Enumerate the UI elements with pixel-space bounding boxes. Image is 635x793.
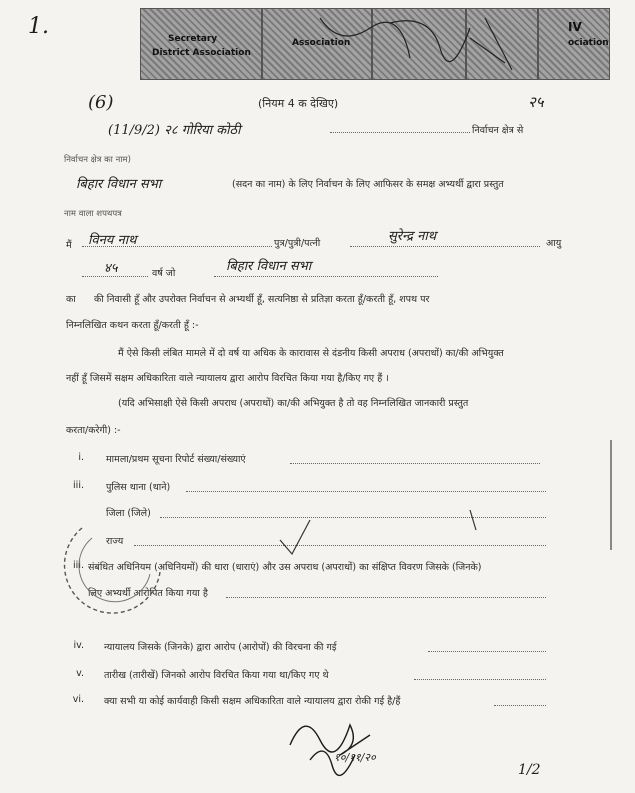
address-blank [214,276,438,277]
date-handwritten: (11/9/2) २८ गोरिया कोठी [108,123,241,138]
item-2-num: iii. [73,480,84,491]
age-suffix: वर्ष जो [152,268,176,279]
signature-date: १०/११/२० [334,751,376,764]
para1-line1: मैं ऐसे किसी लंबित मामले में दो वर्ष या अधिक के कारावास से दंडनीय किसी अपराध (अपराधों) का/की अभियुक्त [118,348,504,359]
item-state-text: राज्य [106,536,124,547]
stamp-district-text: District Association [152,48,251,58]
address-handwritten: बिहार विधान सभा [226,259,312,274]
resident-line: की निवासी हूँ और उपरोक्त निर्वाचन से अभ्यर्थी हूँ, सत्यनिष्ठा से प्रतिज्ञा करता हूँ/करती हूँ, शपथ पर [94,294,430,305]
item-4-num: iv. [73,640,84,651]
item-3-blank [226,597,546,598]
court-fee-stamps [140,8,608,80]
official-seal [52,508,172,618]
house-name-handwritten: बिहार विधान सभा [76,177,162,192]
stamp-cancellation-scribbles [140,8,608,80]
candidate-name-handwritten: विनय नाथ [88,233,137,248]
margin-line [610,440,612,550]
item-3-line1: संबंधित अधिनियम (अधिनियमों) की धारा (धाराएं) और उस अपराध (अपराधों) का संक्षिप्त विवरण जिसके (जिनके) [88,562,482,573]
item-2-text: पुलिस थाना (थाने) [106,482,171,493]
item-6-num: vi. [72,694,84,705]
para2-line2: करता/करेगी) :- [66,425,121,436]
father-name-handwritten: सुरेन्द्र नाथ [388,229,437,244]
stamp-iv-text: IV [568,20,582,34]
resident-prefix: का [66,294,76,305]
father-name-blank [350,246,540,247]
constituency-label: निर्वाचन क्षेत्र से [472,125,524,136]
constituency-name-label: निर्वाचन क्षेत्र का नाम) [64,155,131,165]
item-1-blank [290,463,540,464]
item-5-text: तारीख (तारीखें) जिनको आरोप विरचित किया गया था/किए गए थे [104,670,329,681]
affidavit-name-label: नाम वाला शपथपत्र [64,209,122,219]
para1-line2: नहीं हूँ जिसमें सक्षम अधिकारिता वाले न्यायालय द्वारा आरोप विरचित किया गया है/किए गए हैं । [66,373,389,384]
item-1-num: i. [78,452,84,463]
age-blank [82,276,148,277]
serial-handwritten: (6) [88,92,114,113]
item-5-num: v. [76,668,84,679]
stamp-secretary-text: Secretary [168,34,218,44]
corner-mark: 1. [28,14,49,39]
rule-reference: (नियम 4 क देखिए) [258,97,339,110]
constituency-blank [330,132,470,133]
item-6-text: क्या सभी या कोई कार्यवाही किसी सक्षम अधिकारिता वाले न्यायालय द्वारा रोकी गई है/हैं [104,696,401,707]
statement-line: निम्नलिखित कथन करता हूँ/करती हूँ :- [66,320,199,331]
candidate-name-blank [82,246,272,247]
page-handwritten: २५ [528,93,544,111]
para2-line1: (यदि अभिसाक्षी ऐसे किसी अपराध (अपराधों) का/की अभियुक्त है तो वह निम्नलिखित जानकारी प्रस्तुत [118,398,469,409]
candidate-prefix: मैं [66,240,72,251]
item-4-text: न्यायालय जिसके (जिनके) द्वारा आरोप (आरोपों) की विरचना की गई [104,642,337,653]
item-5-blank [414,679,546,680]
age-handwritten: ४५ [104,261,118,276]
item-6-blank [494,705,546,706]
page-number-mark: 1/2 [518,762,541,778]
house-name-text: (सदन का नाम) के लिए निर्वाचन के लिए आफिसर के समक्ष अभ्यर्थी द्वारा प्रस्तुत [232,179,504,190]
item-2-blank [186,491,546,492]
check-marks [270,500,530,560]
item-1-text: मामला/प्रथम सूचना रिपोर्ट संख्या/संख्याएं [106,454,246,465]
item-district-text: जिला (जिले) [106,508,151,519]
stamp-sociation-text: ociation [568,38,609,48]
age-label: आयु [546,238,562,249]
item-3-line2: लिए अभ्यर्थी आरोपित किया गया है [88,588,208,599]
stamp-association-text: Association [292,38,351,48]
item-3-num: iii. [73,560,84,571]
relation-label: पुत्र/पुत्री/पत्नी [274,238,321,249]
item-4-blank [428,651,546,652]
signature-scribble [270,705,410,785]
